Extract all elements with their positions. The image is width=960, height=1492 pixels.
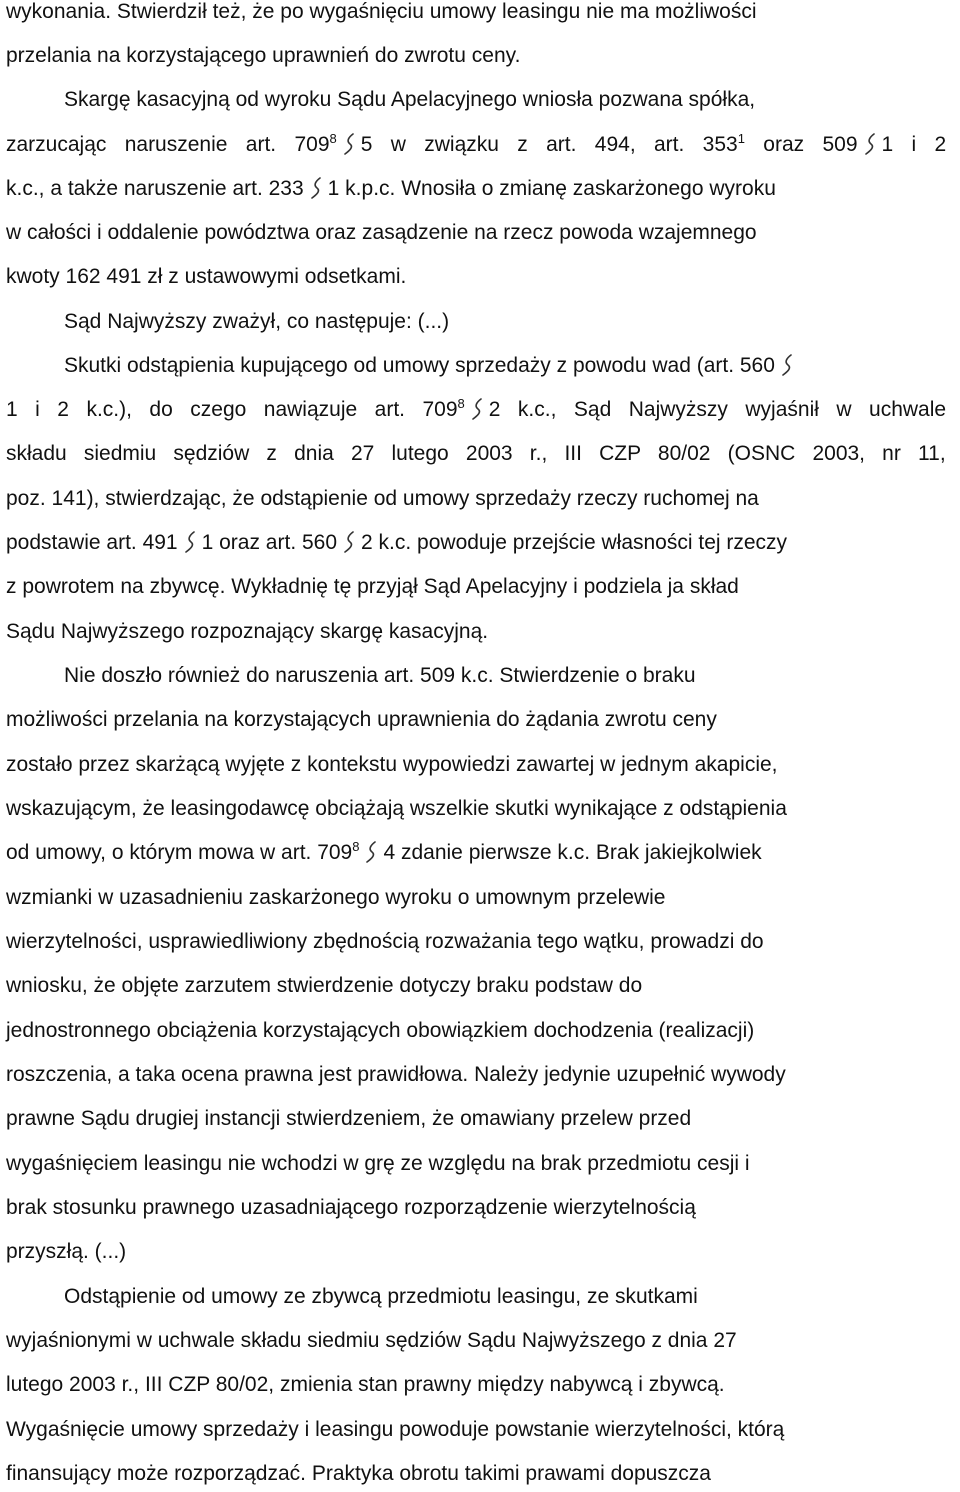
text-line bbox=[6, 442, 946, 466]
text-line bbox=[6, 1063, 786, 1087]
text-run: finansujący może rozporządzać. Praktyka obrotu takimi prawami dopuszcza bbox=[6, 1462, 711, 1485]
superscript: 8 bbox=[329, 131, 337, 146]
text-run: przelania na korzystającego uprawnień do zwrotu ceny. bbox=[6, 44, 521, 67]
text-line bbox=[6, 398, 946, 422]
text-run: Skutki odstąpienia kupującego od umowy sprzedaży z powodu wad (art. 560 bbox=[64, 354, 775, 377]
text-run: jednostronnego obciążenia korzystających obowiązkiem dochodzenia (realizacji) bbox=[6, 1019, 755, 1042]
text-line bbox=[6, 221, 757, 245]
text-line bbox=[64, 88, 755, 112]
text-line bbox=[6, 133, 946, 157]
superscript: 8 bbox=[457, 396, 465, 411]
text-run: 1 k.p.c. Wnosiła o zmianę zaskarżonego wyroku bbox=[327, 177, 776, 200]
section-sign-icon bbox=[471, 398, 483, 420]
text-run: poz. 141), stwierdzając, że odstąpienie od umowy sprzedaży rzeczy ruchomej na bbox=[6, 487, 759, 510]
section-sign-icon bbox=[343, 133, 355, 155]
text-run: 4 zdanie pierwsze k.c. Brak jakiejkolwiek bbox=[383, 841, 762, 864]
text-run: z powrotem na zbywcę. Wykładnię tę przyjął Sąd Apelacyjny i podziela ja skład bbox=[6, 575, 739, 598]
text-run: składu siedmiu sędziów z dnia 27 lutego 2003 r., III CZP 80/02 (OSNC 2003, nr 11, bbox=[6, 442, 946, 465]
text-run: 2 k.c. powoduje przejście własności tej rzeczy bbox=[361, 531, 788, 554]
text-line bbox=[6, 1152, 750, 1176]
text-line bbox=[6, 620, 488, 644]
text-line bbox=[64, 310, 449, 334]
text-run: 5 w związku z art. 494, art. 353 bbox=[360, 133, 738, 156]
text-line bbox=[6, 841, 762, 865]
text-line bbox=[6, 1373, 725, 1397]
section-sign-icon bbox=[864, 133, 876, 155]
text-line bbox=[6, 930, 764, 954]
text-line bbox=[6, 1329, 737, 1353]
text-run: brak stosunku prawnego uzasadniającego rozporządzenie wierzytelnością bbox=[6, 1196, 696, 1219]
text-line bbox=[6, 1107, 691, 1131]
text-run: Odstąpienie od umowy ze zbywcą przedmiotu leasingu, ze skutkami bbox=[64, 1285, 698, 1308]
text-line bbox=[6, 44, 520, 68]
superscript: 8 bbox=[352, 839, 360, 854]
section-sign-icon bbox=[365, 841, 377, 863]
text-run: k.c., a także naruszenie art. 233 bbox=[6, 177, 304, 200]
text-line bbox=[6, 1462, 711, 1486]
text-run: od umowy, o którym mowa w art. 709 bbox=[6, 841, 353, 864]
text-line bbox=[6, 886, 665, 910]
section-sign-icon bbox=[184, 531, 196, 553]
text-line bbox=[6, 1240, 126, 1264]
text-line bbox=[6, 797, 787, 821]
text-run: 1 i 2 bbox=[881, 133, 947, 156]
text-run: 1 oraz art. 560 bbox=[201, 531, 338, 554]
text-run: wniosku, że objęte zarzutem stwierdzenie dotyczy braku podstaw do bbox=[6, 974, 643, 997]
text-line bbox=[64, 1285, 698, 1309]
text-line bbox=[64, 354, 799, 378]
text-run: wierzytelności, usprawiedliwiony zbędnością rozważania tego wątku, prowadzi do bbox=[6, 930, 764, 953]
text-line bbox=[6, 974, 642, 998]
text-run: Sądu Najwyższego rozpoznający skargę kasacyjną. bbox=[6, 620, 489, 643]
text-line bbox=[6, 575, 739, 599]
text-line bbox=[64, 664, 696, 688]
text-run: lutego 2003 r., III CZP 80/02, zmienia stan prawny między nabywcą i zbywcą. bbox=[6, 1373, 725, 1396]
text-run: przyszłą. (...) bbox=[6, 1240, 127, 1263]
text-line bbox=[6, 265, 406, 289]
text-run: wykonania. Stwierdził też, że po wygaśnięciu umowy leasingu nie ma możliwości bbox=[6, 0, 757, 23]
text-run: podstawie art. 491 bbox=[6, 531, 178, 554]
text-run: możliwości przelania na korzystających uprawnienia do żądania zwrotu ceny bbox=[6, 708, 717, 731]
text-run: zarzucając naruszenie art. 709 bbox=[6, 133, 330, 156]
section-sign-icon bbox=[310, 177, 322, 199]
text-run: Sąd Najwyższy zważył, co następuje: (...) bbox=[64, 310, 450, 333]
text-run: roszczenia, a taka ocena prawna jest prawidłowa. Należy jedynie uzupełnić wywody bbox=[6, 1063, 786, 1086]
superscript: 1 bbox=[737, 131, 745, 146]
text-line bbox=[6, 0, 757, 24]
text-run: Nie doszło również do naruszenia art. 509 k.c. Stwierdzenie o braku bbox=[64, 664, 696, 687]
text-line bbox=[6, 177, 776, 201]
text-line bbox=[6, 708, 717, 732]
text-line bbox=[6, 531, 787, 555]
text-run: oraz 509 bbox=[744, 133, 858, 156]
text-run: kwoty 162 491 zł z ustawowymi odsetkami. bbox=[6, 265, 407, 288]
text-run: wygaśnięciem leasingu nie wchodzi w grę ze względu na brak przedmiotu cesji i bbox=[6, 1152, 750, 1175]
text-line bbox=[6, 1019, 754, 1043]
text-run: w całości i oddalenie powództwa oraz zasądzenie na rzecz powoda wzajemnego bbox=[6, 221, 757, 244]
text-run: wyjaśnionymi w uchwale składu siedmiu sędziów Sądu Najwyższego z dnia 27 bbox=[6, 1329, 737, 1352]
text-line bbox=[6, 1196, 696, 1220]
text-run: wzmianki w uzasadnieniu zaskarżonego wyroku o umownym przelewie bbox=[6, 886, 666, 909]
section-sign-icon bbox=[781, 354, 793, 376]
text-run: 1 i 2 k.c.), do czego nawiązuje art. 709 bbox=[6, 398, 458, 421]
text-run: prawne Sądu drugiej instancji stwierdzeniem, że omawiany przelew przed bbox=[6, 1107, 692, 1130]
text-run: Skargę kasacyjną od wyroku Sądu Apelacyjnego wniosła pozwana spółka, bbox=[64, 88, 756, 111]
text-run: Wygaśnięcie umowy sprzedaży i leasingu powoduje powstanie wierzytelności, którą bbox=[6, 1418, 785, 1441]
text-line bbox=[6, 487, 759, 511]
section-sign-icon bbox=[343, 531, 355, 553]
text-line bbox=[6, 753, 778, 777]
text-run: wskazującym, że leasingodawcę obciążają wszelkie skutki wynikające z odstąpienia bbox=[6, 797, 787, 820]
text-line bbox=[6, 1418, 784, 1442]
text-run: 2 k.c., Sąd Najwyższy wyjaśnił w uchwale bbox=[488, 398, 947, 421]
text-run: zostało przez skarżącą wyjęte z kontekstu wypowiedzi zawartej w jednym akapicie, bbox=[6, 753, 778, 776]
